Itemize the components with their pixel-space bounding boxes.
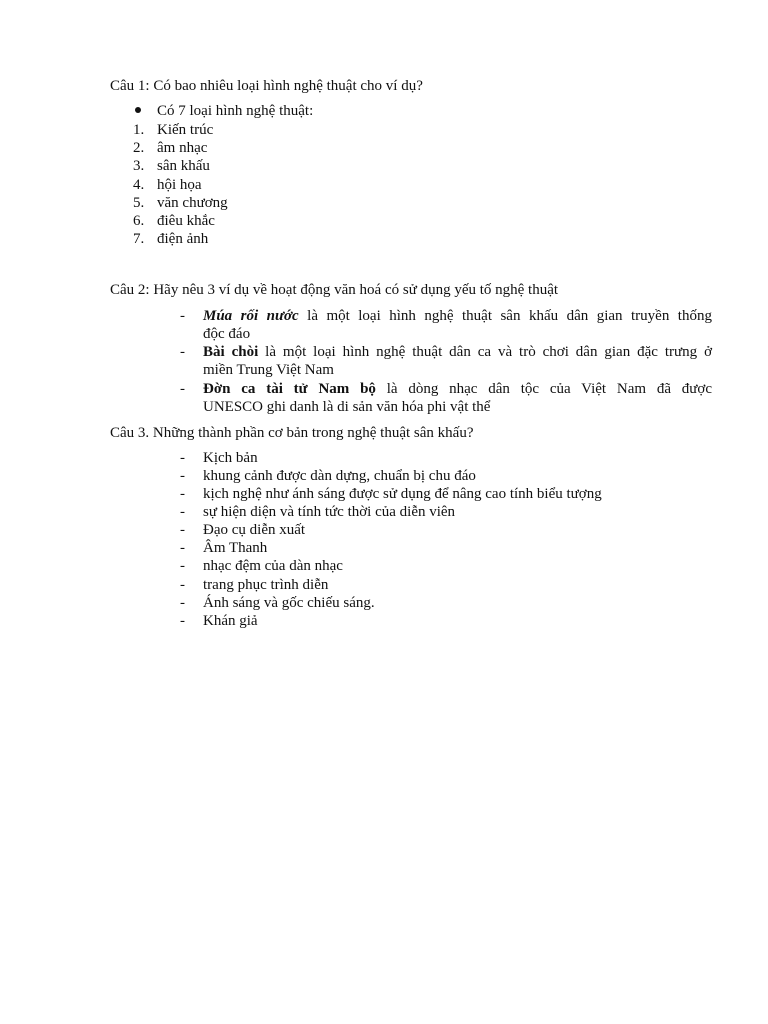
dash-bullet: -: [180, 504, 185, 520]
dash-bullet: -: [180, 577, 185, 593]
list-number: 5.: [133, 195, 145, 211]
list-item: Âm Thanh: [203, 540, 268, 556]
example-2-line-2: miền Trung Việt Nam: [203, 362, 334, 378]
dash-bullet: -: [180, 613, 185, 629]
list-item: trang phục trình diễn: [203, 577, 329, 593]
dash-bullet: -: [180, 595, 185, 611]
question-2-title: Câu 2: Hãy nêu 3 ví dụ về hoạt động văn hoá có sử dụng yếu tố nghệ thuật: [110, 282, 559, 298]
dash-bullet: -: [180, 468, 185, 484]
list-item: kịch nghệ như ánh sáng được sử dụng để nâng cao tính biểu tượng: [203, 486, 602, 502]
list-item: khung cảnh được dàn dựng, chuẩn bị chu đáo: [203, 468, 476, 484]
question-1-title: Câu 1: Có bao nhiêu loại hình nghệ thuật cho ví dụ?: [110, 78, 423, 94]
dash-bullet: -: [180, 486, 185, 502]
list-number: 2.: [133, 140, 145, 156]
example-2-desc: là một loại hình nghệ thuật dân ca và trò chơi dân gian đặc trưng ở: [258, 344, 713, 360]
dash-bullet: -: [180, 344, 185, 360]
list-item: Ánh sáng và gốc chiếu sáng.: [203, 595, 375, 611]
dash-bullet: -: [180, 558, 185, 574]
example-3-line-2: UNESCO ghi danh là di sản văn hóa phi vật thể: [203, 399, 491, 415]
question-3-title: Câu 3. Những thành phần cơ bản trong nghệ thuật sân khấu?: [110, 425, 474, 441]
list-item: điêu khắc: [157, 213, 215, 229]
list-item: hội họa: [157, 177, 202, 193]
example-1-line-1: [203, 307, 712, 325]
example-2-line-1: [203, 343, 712, 361]
example-1-name: Múa rối nước: [203, 308, 299, 324]
list-item: nhạc đệm của dàn nhạc: [203, 558, 343, 574]
list-item: văn chương: [157, 195, 228, 211]
question-1-bullet-text: Có 7 loại hình nghệ thuật:: [157, 103, 314, 119]
list-item: sự hiện diện và tính tức thời của diễn viên: [203, 504, 456, 520]
list-item: Đạo cụ diễn xuất: [203, 522, 306, 538]
dash-bullet: -: [180, 522, 185, 538]
list-number: 4.: [133, 177, 145, 193]
list-number: 1.: [133, 122, 145, 138]
list-item: điện ảnh: [157, 231, 209, 247]
list-number: 7.: [133, 231, 145, 247]
dash-bullet: -: [180, 381, 185, 397]
list-item: Kịch bản: [203, 450, 258, 466]
example-3-desc: là dòng nhạc dân tộc của Việt Nam đã được: [375, 381, 712, 397]
list-item: âm nhạc: [157, 140, 208, 156]
example-1-line-2: độc đáo: [203, 326, 251, 342]
list-item: Khán giả: [203, 613, 258, 629]
example-1-desc: là một loại hình nghệ thuật sân khấu dân gian truyền thống: [298, 308, 712, 324]
dash-bullet: -: [180, 450, 185, 466]
list-number: 3.: [133, 158, 145, 174]
list-item: sân khấu: [157, 158, 210, 174]
dash-bullet: -: [180, 308, 185, 324]
example-3-line-1: [203, 380, 712, 398]
bullet-point: [135, 107, 141, 113]
list-item: Kiến trúc: [157, 122, 214, 138]
list-number: 6.: [133, 213, 145, 229]
example-2-name: Bài chòi: [203, 344, 259, 360]
dash-bullet: -: [180, 540, 185, 556]
example-3-name: Đờn ca tài tử Nam bộ: [203, 381, 376, 397]
